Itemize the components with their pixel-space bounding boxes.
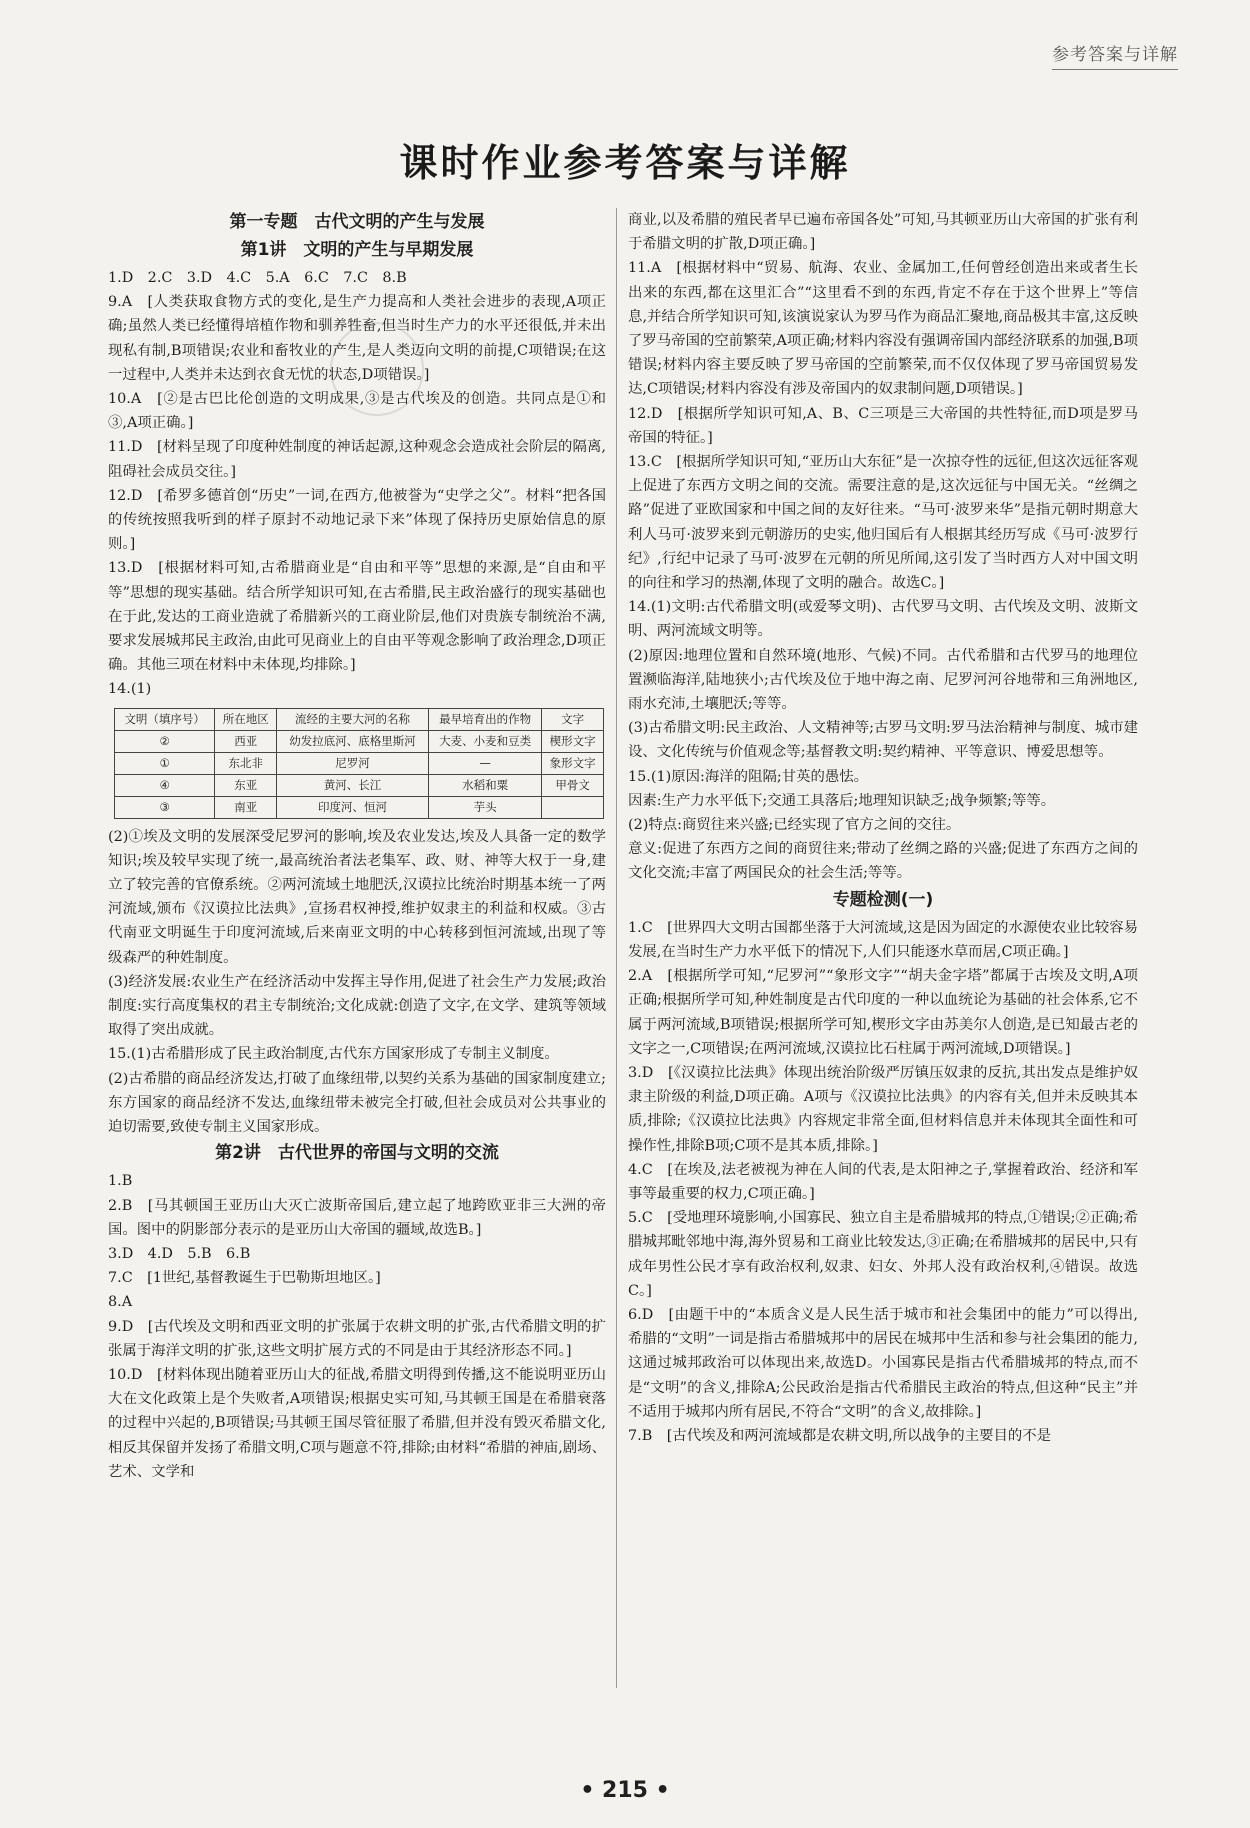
answer-item: 4.C [在埃及,法老被视为神在人间的代表,是太阳神之子,掌握着政治、经济和军事等最重要的权力,C项正确。] <box>628 1161 1138 1202</box>
answer-item: 11.D [材料呈现了印度种姓制度的神话起源,这种观念会造成社会阶层的隔离,阻碍社会成员交往。] <box>108 439 606 480</box>
table-cell: 楔形文字 <box>542 730 604 752</box>
answer-item: 1.B <box>108 1173 133 1190</box>
answer-item: 9.D [古代埃及文明和西亚文明的扩张属于农耕文明的扩张,古代希腊文明的扩张属于海洋文明的扩张,这些文明扩展方式的不同是由于其经济形态不同。] <box>108 1318 606 1359</box>
table-cell: 南亚 <box>215 796 277 818</box>
table-row <box>115 796 604 818</box>
answer-item: 15.(1)原因:海洋的阻隔;甘英的愚怯。 <box>628 768 869 785</box>
column-divider <box>616 208 617 1688</box>
table-cell: 大麦、小麦和豆类 <box>429 730 542 752</box>
table-header-row <box>115 708 604 730</box>
table-cell: ① <box>115 752 215 774</box>
answer-item: 意义:促进了东西方之间的商贸往来;带动了丝绸之路的兴盛;促进了东西方之间的文化交流;丰富了两国民众的社会生活;等等。 <box>628 841 1138 882</box>
table-cell: 甲骨文 <box>542 774 604 796</box>
answer-item: 5.C [受地理环境影响,小国寡民、独立自主是希腊城邦的特点,①错误;②正确;希腊城邦毗邻地中海,海外贸易和工商业比较发达,③正确;在希腊城邦的居民中,只有成年男性公民才享有政治权利,奴隶、妇女、外邦人没有政治权利,④错误。故选C。] <box>628 1210 1138 1299</box>
table-cell: ④ <box>115 774 215 796</box>
table-cell: 印度河、恒河 <box>277 796 429 818</box>
answer-item: 12.D [根据所学知识可知,A、B、C三项是三大帝国的共性特征,而D项是罗马帝国的特征。] <box>628 405 1138 446</box>
table-cell: 尼罗河 <box>277 752 429 774</box>
answer-item: 12.D [希罗多德首创“历史”一词,在西方,他被誉为“史学之父”。材料“把各国的传统按照我听到的样子原封不动地记录下来”体现了保持历史原始信息的原则。] <box>108 487 606 553</box>
table-row <box>115 730 604 752</box>
answer-item: 7.B [古代埃及和两河流域都是农耕文明,所以战争的主要目的不是 <box>628 1427 1052 1444</box>
table-header-cell: 所在地区 <box>215 708 277 730</box>
answer-item: 1.D 2.C 3.D 4.C 5.A 6.C 7.C 8.B <box>108 270 407 286</box>
answer-item: 13.C [根据所学知识可知,“亚历山大东征”是一次掠夺性的远征,但这次远征客观上促进了东西方文明之间的交流。需要注意的是,这次远征与中国无关。“丝绸之路”促进了亚欧国家和中国之间的友好往来。“马可·波罗来华”是指元朝时期意大利人马可·波罗来到元朝游历的史实,他归国后有人根据其经历写成《马可·波罗行纪》,行纪中记录了马可·波罗在元朝的所见所闻,这引发了当时西方人对中国文明的向往和学习的热潮,体现了文明的融合。故选C。] <box>628 454 1138 592</box>
answer-item: 2.A [根据所学可知,“尼罗河”“象形文字”“胡夫金字塔”都属于古埃及文明,A项正确;根据所学可知,种姓制度是古代印度的一种以血统论为基础的社会体系,它不属于两河流域,B项错误;根据所学可知,楔形文字由苏美尔人创造,是已知最古老的文字之一,C项错误;在两河流域,汉谟拉比石柱属于两河流域,D项错误。] <box>628 968 1138 1057</box>
table-cell: 西亚 <box>215 730 277 752</box>
answer-item: 1.C [世界四大文明古国都坐落于大河流域,这是因为固定的水源使农业比较容易发展,在当时生产力水平低下的情况下,人们只能逐水草而居,C项正确。] <box>628 919 1138 960</box>
answer-item: 10.D [材料体现出随着亚历山大的征战,希腊文明得到传播,这不能说明亚历山大在文化政策上是个失败者,A项错误;根据史实可知,马其顿王国是在希腊衰落的过程中兴起的,B项错误;马其顿王国尽管征服了希腊,但并没有毁灭希腊文化,相反其保留并发扬了希腊文明,C项与题意不符,排除;由材料“希腊的神庙,剧场、艺术、文学和 <box>108 1366 606 1480</box>
table-cell: — <box>429 752 542 774</box>
answer-item: (3)古希腊文明:民主政治、人文精神等;古罗马文明:罗马法治精神与制度、城市建设、文化传统与价值观念等;基督教文明:契约精神、平等意识、博爱思想等。 <box>628 720 1138 761</box>
running-header: 参考答案与详解 <box>1052 40 1178 70</box>
left-column <box>108 208 606 1484</box>
table-row <box>115 774 604 796</box>
civilization-table <box>114 708 604 819</box>
topic-title: 第一专题 古代文明的产生与发展 <box>229 212 485 232</box>
table-cell <box>542 796 604 818</box>
answer-item: 3.D [《汉谟拉比法典》体现出统治阶级严厉镇压奴隶的反抗,其出发点是维护奴隶主阶级的利益,D项正确。A项与《汉谟拉比法典》的内容有关,但并未反映其本质,排除;《汉谟拉比法典》内容规定非常全面,但材料信息并未体现其全面性和可操作性,排除B项;C项不是其本质,排除。] <box>628 1064 1138 1154</box>
right-column <box>628 208 1138 1448</box>
lesson-2-title: 第2讲 古代世界的帝国与文明的交流 <box>215 1143 499 1164</box>
table-cell: 幼发拉底河、底格里斯河 <box>277 730 429 752</box>
answer-item: (2)①埃及文明的发展深受尼罗河的影响,埃及农业发达,埃及人具备一定的数学知识;埃及较早实现了统一,最高统治者法老集军、政、财、神等大权于一身,建立了较完善的官僚系统。②两河流域土地肥沃,汉谟拉比统治时期基本统一了两河流域,颁布《汉谟拉比法典》,宣扬君权神授,维护奴隶主的利益和权威。③古代南亚文明诞生于印度河流域,后来南亚文明的中心转移到恒河流域,出现了等级森严的种姓制度。 <box>108 828 606 966</box>
lesson-1-title: 第1讲 文明的产生与早期发展 <box>240 240 474 260</box>
page-number: • 215 • <box>580 1778 670 1803</box>
answer-item: 因素:生产力水平低下;交通工具落后;地理知识缺乏;战争频繁;等等。 <box>628 792 1056 809</box>
answer-item: 3.D 4.D 5.B 6.B <box>108 1245 251 1262</box>
table-body <box>115 730 604 818</box>
answer-item: 14.(1)文明:古代希腊文明(或爱琴文明)、古代罗马文明、古代埃及文明、波斯文明、两河流域文明等。 <box>628 599 1138 640</box>
table-cell: 水稻和粟 <box>429 774 542 796</box>
answer-item: 9.A [人类获取食物方式的变化,是生产力提高和人类社会进步的表现,A项正确;虽然人类已经懂得培植作物和驯养牲畜,但当时生产力的水平还很低,并未出现私有制,B项错误;农业和畜牧业的产生,是人类迈向文明的前提,C项错误;在这一过程中,人类并未达到衣食无忧的状态,D项错误。] <box>108 294 606 383</box>
answer-item: 商业,以及希腊的殖民者早已遍布帝国各处”可知,马其顿亚历山大帝国的扩张有利于希腊文明的扩散,D项正确。] <box>628 212 1138 253</box>
table-cell: ② <box>115 730 215 752</box>
table-header-cell: 流经的主要大河的名称 <box>277 708 429 730</box>
table-row <box>115 752 604 774</box>
answer-item: 15.(1)古希腊形成了民主政治制度,古代东方国家形成了专制主义制度。 <box>108 1046 559 1063</box>
table-cell: 象形文字 <box>542 752 604 774</box>
answer-item: 10.A [②是古巴比伦创造的文明成果,③是古代埃及的创造。共同点是①和③,A项正确。] <box>108 391 606 432</box>
answer-item: 14.(1) <box>108 681 152 698</box>
topic-test-answers <box>628 916 1138 1448</box>
table-cell: 东亚 <box>215 774 277 796</box>
table-header-cell: 文字 <box>542 708 604 730</box>
answer-item: 8.A <box>108 1294 133 1311</box>
test-title: 专题检测(一) <box>832 889 934 910</box>
lesson-1-answers-cont <box>108 825 606 1140</box>
lesson-1-answers <box>108 266 606 702</box>
answer-item: 6.D [由题干中的“本质含义是人民生活于城市和社会集团中的能力”可以得出,希腊的“文明”一词是指古希腊城邦中的居民在城邦中生活和参与社会集团的能力,这通过城邦政治可以体现出来,故选D。小国寡民是指古代希腊城邦的特点,而不是“文明”的含义,排除A;公民政治是指古代希腊民主政治的特点,但这种“民主”并不适用于城邦内所有居民,不符合“文明”的含义,故排除。] <box>628 1306 1138 1420</box>
table-header-cell: 最早培育出的作物 <box>429 708 542 730</box>
answer-item: (2)古希腊的商品经济发达,打破了血缘纽带,以契约关系为基础的国家制度建立;东方国家的商品经济不发达,血缘纽带未被完全打破,但社会成员对公共事业的迫切需要,致使专制主义国家形成。 <box>108 1070 606 1136</box>
table-cell: 芋头 <box>429 796 542 818</box>
answer-item: (3)经济发展:农业生产在经济活动中发挥主导作用,促进了社会生产力发展;政治制度:实行高度集权的君主专制统治;文化成就:创造了文字,在文学、建筑等领域取得了突出成就。 <box>108 973 606 1039</box>
lesson-2-answers <box>108 1169 606 1484</box>
answer-item: 11.A [根据材料中“贸易、航海、农业、金属加工,任何曾经创造出来或者生长出来的东西,都在这里汇合”“这里看不到的东西,肯定不存在于这个世界上”等信息,并结合所学知识可知,该演说家认为罗马作为商品汇聚地,商品极其丰富,这反映了罗马帝国的空前繁荣,A项正确;材料内容没有强调帝国内部经济联系的加强,B项错误;材料内容主要反映了罗马帝国的空前繁荣,而不仅仅体现了罗马帝国贸易发达,C项错误;材料内容没有涉及帝国内的奴隶制问题,D项错误。] <box>628 260 1138 398</box>
page-title: 课时作业参考答案与详解 <box>399 141 851 185</box>
answer-item: 7.C [1世纪,基督教诞生于巴勒斯坦地区。] <box>108 1270 381 1287</box>
answer-item: 13.D [根据材料可知,古希腊商业是“自由和平等”思想的来源,是“自由和平等”思想的现实基础。结合所学知识可知,在古希腊,民主政治盛行的现实基础也在于此,发达的工商业造就了希腊新兴的工商业阶层,他们对贵族专制统治不满,要求发展城邦民主政治,由此可见商业上的自由平等观念影响了政治理念,D项正确。其他三项在材料中未体现,均排除。] <box>108 560 606 674</box>
lesson-2-answers-cont <box>628 208 1138 886</box>
table-header-cell: 文明（填序号） <box>115 708 215 730</box>
answer-item: (2)原因:地理位置和自然环境(地形、气候)不同。古代希腊和古代罗马的地理位置濒临海洋,陆地狭小;古代埃及位于地中海之南、尼罗河河谷地带和三角洲地区,雨水充沛,土壤肥沃;等等。 <box>628 647 1138 713</box>
table-cell: ③ <box>115 796 215 818</box>
answer-item: 2.B [马其顿国王亚历山大灭亡波斯帝国后,建立起了地跨欧亚非三大洲的帝国。图中的阴影部分表示的是亚历山大帝国的疆域,故选B。] <box>108 1197 606 1238</box>
table-cell: 黄河、长江 <box>277 774 429 796</box>
answer-item: (2)特点:商贸往来兴盛;已经实现了官方之间的交往。 <box>628 817 961 834</box>
table-cell: 东北非 <box>215 752 277 774</box>
